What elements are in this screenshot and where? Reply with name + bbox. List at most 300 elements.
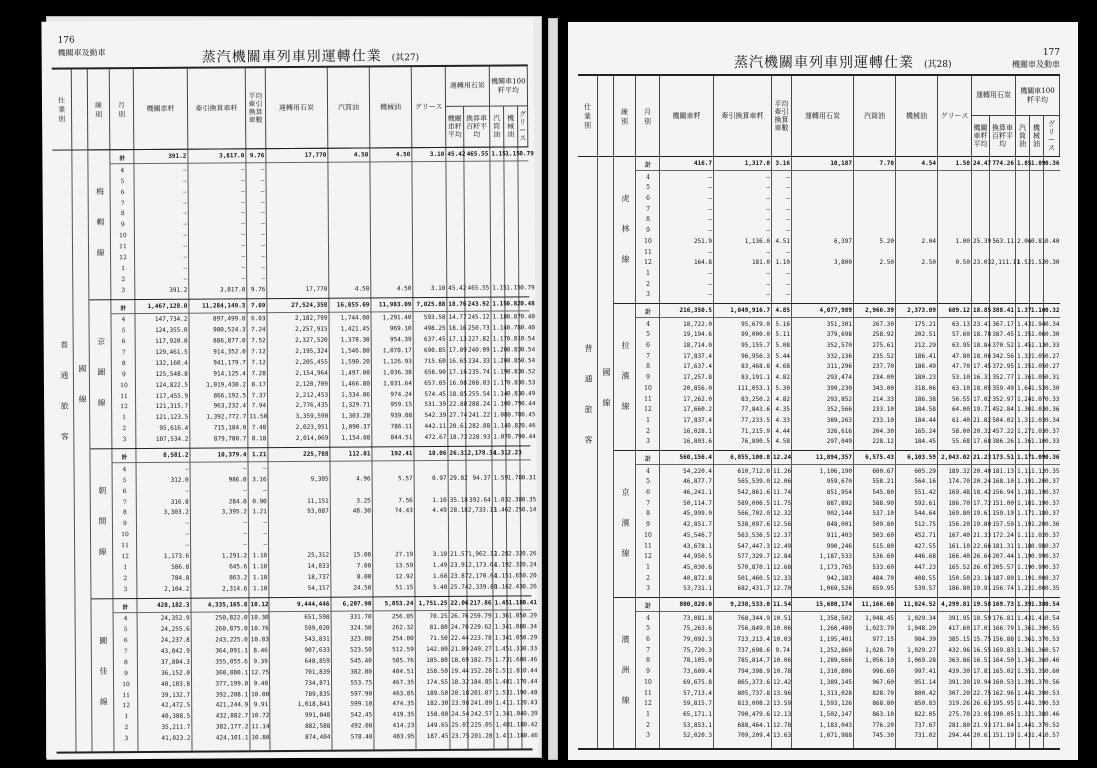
value-cell: 18.59 xyxy=(973,614,992,622)
left-page xyxy=(41,18,538,759)
value-cell: 1.20 xyxy=(492,346,508,354)
month-cell: 4 xyxy=(123,615,128,623)
value-cell: 202.51 xyxy=(914,331,936,339)
value-cell: 1.15 xyxy=(494,572,509,580)
month-cell: 7 xyxy=(646,352,650,360)
value-cell: 0.81 xyxy=(506,335,522,343)
value-cell: — xyxy=(261,220,265,228)
value-cell: 12.92 xyxy=(395,572,414,580)
value-cell: 0.36 xyxy=(1045,160,1060,167)
value-cell: 165.52 xyxy=(948,563,970,571)
value-cell: — xyxy=(185,541,190,549)
value-cell: 332,136 xyxy=(826,352,852,360)
value-cell: 0.54 xyxy=(520,335,536,343)
value-cell: 10.76 xyxy=(250,625,269,633)
value-cell: 1.34 xyxy=(1017,657,1032,665)
value-cell: 172.24 xyxy=(992,531,1014,539)
value-cell: 2,776,435 xyxy=(295,402,329,410)
value-cell: 377,199.0 xyxy=(215,679,249,688)
value-cell: 1.94 xyxy=(1031,320,1046,328)
value-cell: 19.44 xyxy=(450,667,470,675)
value-cell: 40,872.8 xyxy=(683,574,712,582)
value-cell: 4,077,989 xyxy=(819,307,852,314)
data-table xyxy=(578,74,1060,750)
value-cell: 900,524.3 xyxy=(213,326,246,334)
value-cell: 164.8 xyxy=(693,259,712,267)
value-cell: — xyxy=(243,541,248,549)
value-cell: 0.79 xyxy=(507,400,522,408)
month-cell: 10 xyxy=(122,680,130,688)
table-row xyxy=(636,362,1060,373)
value-cell: 432,882.7 xyxy=(215,712,249,720)
value-cell: 54,220.4 xyxy=(683,467,712,475)
value-cell: — xyxy=(241,231,245,239)
value-cell: 1,291.40 xyxy=(382,314,412,322)
value-cell: 1,056.10 xyxy=(865,657,894,665)
table-row xyxy=(636,509,1060,520)
value-cell: 505.76 xyxy=(392,657,414,665)
value-cell: 318.06 xyxy=(914,384,936,392)
value-cell: 1,378.30 xyxy=(340,336,370,344)
value-cell: 12.42 xyxy=(773,678,792,686)
value-cell: 22.06 xyxy=(450,599,469,607)
value-cell: 545.80 xyxy=(872,489,894,497)
value-cell: 20.24 xyxy=(973,478,992,486)
value-cell: 20.61 xyxy=(973,732,992,740)
value-cell: 1.37 xyxy=(1031,636,1046,644)
value-cell: 42,472.5 xyxy=(161,702,191,710)
value-cell: — xyxy=(708,184,712,192)
value-cell: 20.61 xyxy=(449,422,468,431)
header-grease: グリース xyxy=(412,67,447,147)
value-cell: 1.52 xyxy=(1031,384,1046,392)
value-cell: 1.09 xyxy=(1031,454,1046,461)
month-cell: 5 xyxy=(646,478,650,486)
value-cell: 1,069.28 xyxy=(907,657,936,665)
line-section xyxy=(88,146,535,300)
value-cell: 447.23 xyxy=(914,563,936,571)
month-cell: 7 xyxy=(646,646,650,654)
value-cell: 18.78 xyxy=(973,331,992,339)
value-cell: 0.30 xyxy=(1045,259,1060,267)
value-cell: 392,208.1 xyxy=(215,690,249,699)
value-cell: 11.75 xyxy=(773,499,792,507)
value-cell: 16,855.69 xyxy=(336,300,370,309)
value-cell: 235.74 xyxy=(468,368,490,376)
month-cell: 2 xyxy=(646,721,650,729)
value-cell: 1.53 xyxy=(495,689,510,697)
value-cell: 18.32 xyxy=(451,678,470,686)
value-cell: 73,081.8 xyxy=(683,614,712,622)
table-row xyxy=(636,269,1060,280)
table-header xyxy=(578,76,1060,157)
value-cell: 1,751.25 xyxy=(418,599,448,607)
value-cell: 1.18 xyxy=(1017,499,1032,507)
value-cell: 17.16 xyxy=(448,368,467,376)
value-cell: 161.10 xyxy=(948,542,970,550)
value-cell: 53,731.1 xyxy=(683,585,712,593)
value-cell: 258.92 xyxy=(872,331,894,339)
value-cell: 10.78 xyxy=(773,668,792,676)
value-cell: 0.37 xyxy=(1045,542,1060,550)
month-cell: 8 xyxy=(646,363,650,371)
value-cell: 1.03 xyxy=(1031,416,1046,424)
value-cell: 879,780.7 xyxy=(213,435,247,443)
value-cell: 4.51 xyxy=(775,237,790,245)
value-cell: 27,524,358 xyxy=(291,301,328,309)
value-cell: 1.18 xyxy=(1031,510,1046,518)
header-month: 月 別 xyxy=(110,69,135,149)
value-cell: 0.35 xyxy=(521,495,537,503)
value-cell: 45,030.6 xyxy=(683,563,712,571)
value-cell: 53.10 xyxy=(951,374,970,382)
month-cell: 7 xyxy=(646,205,650,213)
value-cell: 7.28 xyxy=(251,369,266,378)
value-cell: 23.05 xyxy=(973,710,992,718)
value-cell: 83,191.1 xyxy=(741,374,770,382)
value-cell: 20.18 xyxy=(451,689,470,697)
value-cell: — xyxy=(241,264,246,272)
value-cell: 20,856.0 xyxy=(683,384,712,392)
value-cell: 2,173.64 xyxy=(468,561,498,569)
month-cell: 7 xyxy=(120,199,125,207)
value-cell: 132,160.4 xyxy=(155,359,188,367)
value-cell: 1,744.00 xyxy=(340,314,370,323)
value-cell: 1,018,841 xyxy=(297,701,331,709)
value-cell: 4.50 xyxy=(353,151,369,159)
value-cell: 10.03 xyxy=(773,636,792,644)
value-cell: 1.21 xyxy=(252,508,267,516)
value-cell: — xyxy=(261,209,265,217)
value-cell: 1.52 xyxy=(1017,259,1032,267)
value-cell: 10.00 xyxy=(251,690,270,698)
value-cell: 14.77 xyxy=(448,314,467,322)
line-section xyxy=(91,595,538,749)
value-cell: — xyxy=(241,242,246,250)
value-cell: 4,335,165.8 xyxy=(207,600,248,609)
value-cell: 805,737.8 xyxy=(737,689,770,697)
value-cell: 17.72 xyxy=(973,499,992,507)
value-cell: 756,849.0 xyxy=(737,625,770,633)
value-cell: 2,014,069 xyxy=(295,434,329,443)
value-cell: 0.53 xyxy=(1045,636,1060,644)
value-cell: 2,966.39 xyxy=(865,307,894,314)
value-cell: 24.47 xyxy=(973,160,992,167)
page-number: 177 xyxy=(1042,48,1060,58)
value-cell: 2.32 xyxy=(508,561,523,569)
value-cell: 8.18 xyxy=(251,435,267,443)
table-row xyxy=(636,237,1060,248)
value-cell: 967.60 xyxy=(872,678,894,686)
value-cell: 428,182.3 xyxy=(156,601,190,609)
value-cell: 1.39 xyxy=(1017,678,1032,686)
value-cell: 1.41 xyxy=(495,699,510,708)
value-cell: 986.0 xyxy=(228,476,247,484)
value-cell: 1.09 xyxy=(1031,160,1046,167)
value-cell: 2,104.2 xyxy=(164,585,190,593)
value-cell: 0.37 xyxy=(1045,489,1060,497)
value-cell: 13.59 xyxy=(773,700,792,708)
value-cell: 233.10 xyxy=(872,416,894,424)
value-cell: 323.80 xyxy=(350,635,372,643)
value-cell: 1.05 xyxy=(508,634,524,642)
value-cell: 352,566 xyxy=(826,406,852,414)
value-cell: 156.88 xyxy=(992,636,1014,644)
value-cell: 0.85 xyxy=(506,357,522,365)
table-row xyxy=(636,280,1060,291)
value-cell: 208.03 xyxy=(468,379,490,387)
value-cell: 293,474 xyxy=(826,374,852,382)
value-cell: 227.82 xyxy=(467,335,490,343)
value-cell: 19.80 xyxy=(973,521,992,529)
value-cell: 1.19 xyxy=(1017,563,1032,571)
value-cell: 774.26 xyxy=(992,160,1014,167)
value-cell: 0.50 xyxy=(955,259,970,267)
value-cell: 18.73 xyxy=(449,433,468,441)
value-cell: 7.56 xyxy=(398,496,413,504)
value-cell: 566,702.0 xyxy=(737,510,770,518)
value-cell: 1.18 xyxy=(508,598,523,606)
value-cell: 737.67 xyxy=(914,721,936,729)
value-cell: 11.54 xyxy=(773,601,792,608)
table-body xyxy=(578,156,1060,748)
value-cell: 1.60 xyxy=(508,656,524,664)
value-cell: 851,954 xyxy=(826,489,852,497)
value-cell: 23.91 xyxy=(450,561,469,569)
value-cell: 0.53 xyxy=(1045,689,1060,697)
value-cell: 1.17 xyxy=(1017,510,1032,518)
value-cell: 11.50 xyxy=(249,413,268,421)
value-cell: 1.10 xyxy=(1031,307,1046,314)
table-row xyxy=(636,341,1060,352)
value-cell: 1.17 xyxy=(509,678,524,686)
value-cell: 18,714.0 xyxy=(683,342,712,350)
month-cell: 1 xyxy=(121,264,126,273)
value-cell: 160.53 xyxy=(992,678,1014,686)
value-cell: 0.33 xyxy=(1045,438,1060,446)
value-cell: 241.89 xyxy=(470,700,493,708)
month-cell: 12 xyxy=(644,406,652,414)
value-cell: 16.98 xyxy=(448,379,468,387)
value-cell: 184.58 xyxy=(914,406,936,414)
value-cell: 1.19 xyxy=(1017,553,1032,561)
value-cell: 26.64 xyxy=(973,553,992,561)
header-pc: 汽筒油 xyxy=(490,106,504,146)
value-cell: 355,055.6 xyxy=(215,658,248,666)
value-cell: 16.51 xyxy=(973,657,992,665)
header-avg: 平均牽引換算車數 xyxy=(246,68,267,148)
value-cell: 8.00 xyxy=(356,573,372,581)
value-cell: 1,187,533 xyxy=(819,553,852,561)
value-cell: 147,734.2 xyxy=(154,316,188,324)
value-cell: 709,209.4 xyxy=(737,732,770,740)
value-cell: 1.15 xyxy=(492,284,507,292)
value-cell: 4.50 xyxy=(396,284,412,292)
value-cell: 1.06 xyxy=(1031,331,1046,339)
value-cell: 531.39 xyxy=(424,401,447,409)
month-cell: 11 xyxy=(644,689,652,697)
header-work: 仕 業 別 xyxy=(578,76,598,156)
value-cell: 1.13 xyxy=(1031,342,1046,350)
value-cell: 560,156.4 xyxy=(679,454,712,461)
value-cell: 1.15 xyxy=(492,299,507,308)
value-cell: 0.26 xyxy=(522,582,537,590)
value-cell: 10.80 xyxy=(251,734,270,742)
value-cell: 1,502,147 xyxy=(819,710,852,718)
value-cell: 597.90 xyxy=(350,689,373,698)
value-cell: 0.33 xyxy=(522,645,538,653)
value-cell: 391.95 xyxy=(948,614,970,622)
value-cell: 417.60 xyxy=(948,625,970,633)
value-cell: 201.07 xyxy=(470,689,493,697)
value-cell: 1.41 xyxy=(1031,614,1046,622)
value-cell: 159.19 xyxy=(992,510,1014,518)
value-cell: 372.95 xyxy=(992,363,1014,371)
value-cell: — xyxy=(182,188,187,196)
value-cell: 1.10 xyxy=(493,400,508,409)
value-cell: 316.8 xyxy=(170,498,189,506)
month-cell: 11 xyxy=(120,392,128,400)
column-rule xyxy=(597,156,598,748)
header-coal: 運轉用石炭 xyxy=(266,68,329,148)
value-cell: 235.52 xyxy=(872,352,894,360)
value-cell: 12.75 xyxy=(250,668,270,677)
value-cell: 1,310,806 xyxy=(819,668,852,676)
value-cell: 1.45 xyxy=(1017,342,1032,350)
value-cell: — xyxy=(766,195,770,203)
value-cell: 523.50 xyxy=(350,646,372,654)
value-cell: 46,877.7 xyxy=(683,478,712,486)
value-cell: 0.41 xyxy=(522,598,537,606)
value-cell: 3,817.0 xyxy=(219,152,245,160)
line-section xyxy=(89,296,536,450)
value-cell: 1.40 xyxy=(495,721,510,729)
value-cell: 18.85 xyxy=(973,307,992,314)
total-row xyxy=(110,149,534,164)
value-cell: 1.20 xyxy=(492,357,508,365)
value-cell: 959,670 xyxy=(826,478,852,486)
value-cell: 589,006.5 xyxy=(737,499,770,507)
table-row xyxy=(636,731,1060,742)
value-cell: 3,800 xyxy=(833,259,852,267)
value-cell: 96,956.3 xyxy=(741,352,770,360)
value-cell: 40,103.8 xyxy=(161,680,191,688)
value-cell: 1.39 xyxy=(1031,625,1046,633)
value-cell: 240.09 xyxy=(468,346,490,354)
value-cell: 1,195,401 xyxy=(819,636,852,644)
value-cell: 0.31 xyxy=(521,474,537,482)
value-cell: 1,329.71 xyxy=(341,401,371,410)
value-cell: 1.07 xyxy=(1031,395,1046,403)
month-cell: 12 xyxy=(644,700,652,708)
value-cell: 1.32 xyxy=(1017,710,1032,718)
header-avg: 平均牽引換算車數 xyxy=(772,76,792,156)
value-cell: 24,352.9 xyxy=(160,615,190,623)
total-row xyxy=(636,453,1060,465)
value-cell: 23.87 xyxy=(450,572,469,580)
value-cell: 388.41 xyxy=(992,307,1014,314)
value-cell: 939.08 xyxy=(390,412,413,420)
value-cell: 17.01 xyxy=(973,625,992,633)
value-cell: 1.37 xyxy=(1017,307,1032,314)
month-cell: 12 xyxy=(119,254,127,262)
value-cell: 237.70 xyxy=(872,363,894,371)
value-cell: 17,660.2 xyxy=(683,406,712,414)
value-cell: 1.11 xyxy=(1017,467,1032,475)
value-cell: 996.60 xyxy=(872,668,894,676)
month-cell: 9 xyxy=(120,221,125,229)
month-cell: 8 xyxy=(646,216,650,224)
value-cell: 1,019,430.2 xyxy=(206,380,246,389)
value-cell: 1.43 xyxy=(1017,614,1032,622)
value-cell: 3,395.2 xyxy=(221,508,247,516)
line-name: 濱 洲 線 xyxy=(621,634,630,714)
value-cell: — xyxy=(184,465,189,473)
value-cell: 542.45 xyxy=(350,711,373,719)
value-cell: 1,303.28 xyxy=(341,412,371,420)
header-water: 汽筒油 xyxy=(328,67,371,147)
value-cell: 25.39 xyxy=(973,237,992,245)
value-cell: 446.68 xyxy=(914,553,936,561)
month-cell: 6 xyxy=(646,195,650,203)
value-cell: 24.54 xyxy=(451,711,470,719)
value-cell: 1.19 xyxy=(1031,499,1046,507)
value-cell: 1.73 xyxy=(494,656,510,664)
value-cell: 1.12 xyxy=(1031,467,1046,475)
value-cell: 12.37 xyxy=(773,531,792,539)
value-cell: 1.10 xyxy=(432,496,447,504)
value-cell: 578.40 xyxy=(350,733,373,741)
value-cell: 1.18 xyxy=(1017,542,1032,550)
value-cell: 13.63 xyxy=(773,732,792,740)
header-coal: 運轉用石炭 xyxy=(792,76,854,156)
value-cell: — xyxy=(185,520,189,528)
value-cell: 233.10 xyxy=(872,406,894,414)
value-cell: 991,048 xyxy=(304,712,331,720)
work-label: 普 通 旅 客 xyxy=(59,340,70,451)
value-cell: 0.82 xyxy=(507,422,522,430)
value-cell: 10.30 xyxy=(250,614,269,622)
value-cell: — xyxy=(183,221,187,229)
month-cell: 11 xyxy=(119,243,127,251)
value-cell: — xyxy=(766,291,770,299)
value-cell: — xyxy=(183,210,187,218)
value-cell: 1.07 xyxy=(493,433,508,441)
value-cell: 125,548.8 xyxy=(155,370,188,378)
value-cell: 0.37 xyxy=(1045,531,1060,539)
value-cell: — xyxy=(262,465,267,473)
value-cell: 45,999.0 xyxy=(683,510,712,518)
value-cell: 16.55 xyxy=(973,646,992,654)
value-cell: 2.32 xyxy=(508,550,523,558)
value-cell: 9.40 xyxy=(253,679,269,687)
header-engine: 機關車粁 xyxy=(134,69,189,149)
value-cell: 0.37 xyxy=(1045,553,1060,561)
value-cell: 0.37 xyxy=(1045,427,1060,435)
value-cell: 205.57 xyxy=(992,563,1014,571)
value-cell: 605.29 xyxy=(914,467,936,475)
value-cell: 186.49 xyxy=(914,363,936,371)
table-row xyxy=(636,258,1060,269)
value-cell: 0.83 xyxy=(506,379,522,387)
month-cell: 4 xyxy=(122,466,127,474)
table-row xyxy=(111,283,535,297)
value-cell: 73,609.4 xyxy=(683,668,712,676)
value-cell: 593.58 xyxy=(423,314,446,322)
month-cell: 9 xyxy=(121,370,126,378)
month-cell: 11 xyxy=(644,248,652,256)
value-cell: 17,770 xyxy=(305,285,328,293)
